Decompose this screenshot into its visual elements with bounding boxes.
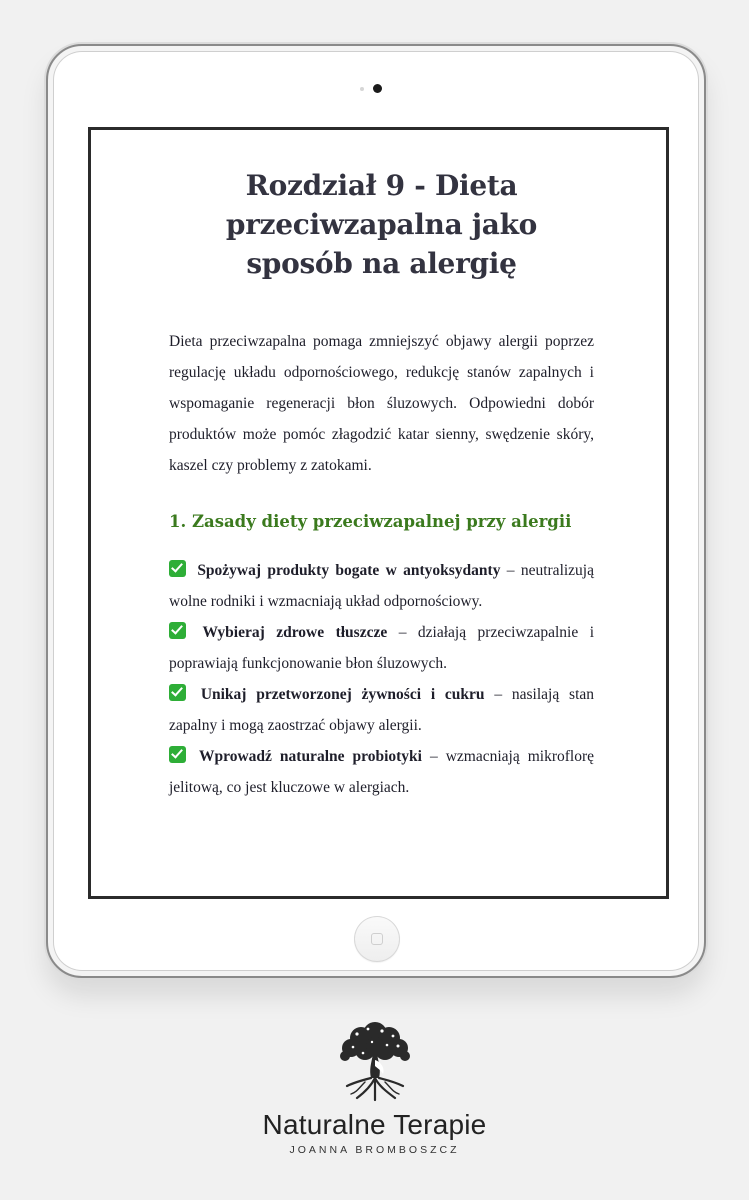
tips-list <box>169 555 594 803</box>
check-mark-icon <box>169 560 186 577</box>
tablet-frame <box>46 44 706 978</box>
chapter-title-line: przeciwzapalna jako <box>225 208 538 241</box>
brand-subtitle: JOANNA BROMBOSZCZ <box>289 1144 460 1156</box>
tip-text: – neutralizują wolne rodniki i wzmacniają układ odpornościowy. <box>169 562 594 610</box>
list-item <box>169 679 594 741</box>
home-square-icon <box>371 933 383 945</box>
tablet-sensor <box>360 87 364 91</box>
tip-text: – działają przeciwzapalnie i poprawiają funkcjonowanie błon śluzowych. <box>169 624 594 672</box>
list-item <box>169 555 594 617</box>
chapter-title <box>91 166 672 283</box>
list-item <box>169 617 594 679</box>
tip-title: Spożywaj produkty bogate w antyoksydanty <box>197 562 501 579</box>
tablet-screen <box>88 127 669 899</box>
tip-title: Wprowadź naturalne probiotyki <box>199 748 422 765</box>
check-mark-icon <box>169 746 186 763</box>
intro-paragraph: Dieta przeciwzapalna pomaga zmniejszyć objawy alergii poprzez regulację układu odpornościowego, redukcję stanów zapalnych i wspomaganie regeneracji błon śluzowych. Odpowiedni dobór produktów może pomóc złagodzić katar sienny, swędzenie skóry, kaszel czy problemy z zatokami. <box>169 333 594 474</box>
tree-icon <box>335 1020 415 1102</box>
check-mark-icon <box>169 684 186 701</box>
tip-text: – nasilają stan zapalny i mogą zaostrzać objawy alergii. <box>169 686 595 734</box>
tip-title: Unikaj przetworzonej żywności i cukru <box>200 686 485 703</box>
brand-name: Naturalne Terapie <box>262 1109 487 1140</box>
camera-icon <box>373 84 382 93</box>
check-mark-icon <box>169 622 186 639</box>
home-button[interactable] <box>354 916 400 962</box>
chapter-title-line: sposób na alergię <box>246 247 517 280</box>
list-item <box>169 741 594 803</box>
chapter-content <box>169 326 594 803</box>
section-heading: 1. Zasady diety przeciwzapalnej przy alergii <box>169 512 572 531</box>
tip-text: – wzmacniają mikroflorę jelitową, co jest kluczowe w alergiach. <box>169 748 595 796</box>
tip-title: Wybieraj zdrowe tłuszcze <box>202 624 388 641</box>
chapter-title-line: Rozdział 9 - Dieta <box>245 169 518 202</box>
brand-logo <box>0 1020 749 1156</box>
